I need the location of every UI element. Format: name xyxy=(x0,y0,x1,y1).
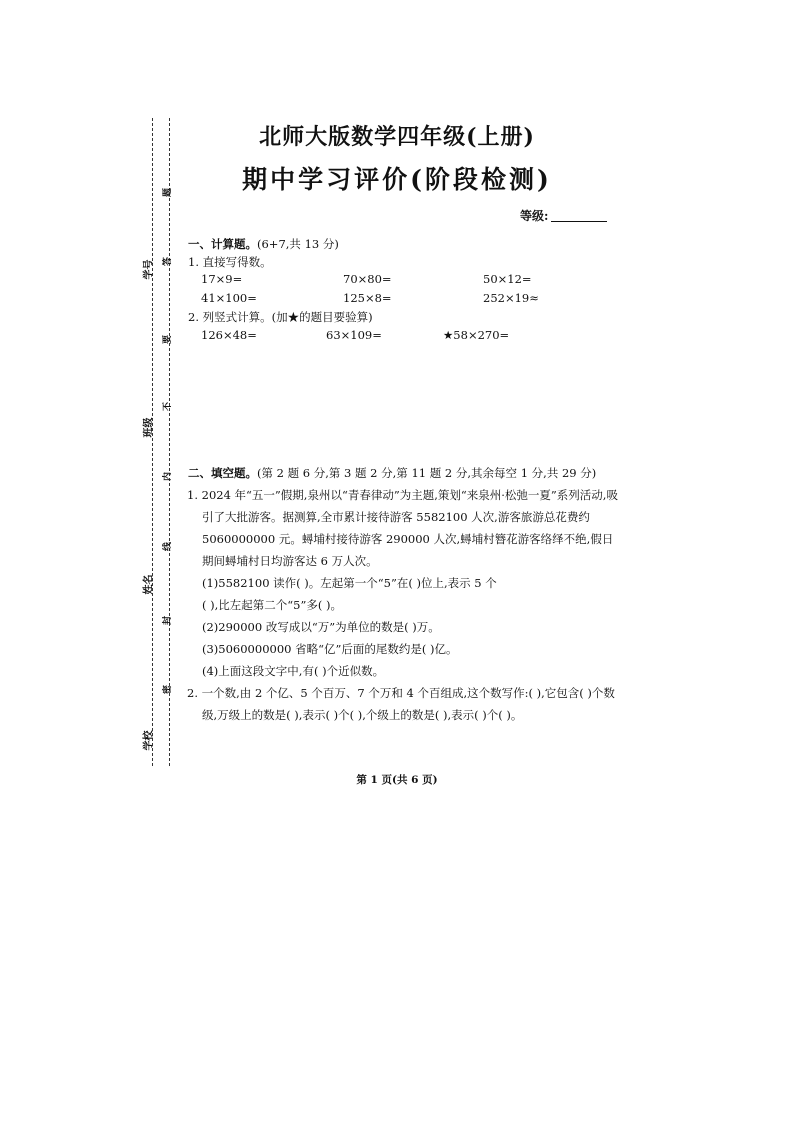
grade-blank[interactable] xyxy=(551,221,607,222)
student-name-label: 姓名 xyxy=(143,574,155,595)
calc-item: 50×12= xyxy=(483,272,532,286)
section2-heading xyxy=(188,465,596,481)
q2-label: 2. 列竖式计算。(加★的题目要验算) xyxy=(188,310,373,324)
seal-char-5: 内 xyxy=(163,471,174,482)
calc-item: 252×19≈ xyxy=(483,291,539,305)
fill-q1-sub4: (4)上面这段文字中,有( )个近似数。 xyxy=(202,664,385,678)
section1-title: 一、计算题。 xyxy=(188,237,257,251)
section1-heading xyxy=(188,236,339,252)
fill-q1 xyxy=(187,484,619,726)
section2-title: 二、填空题。 xyxy=(188,466,257,480)
fill-q1-sub1-a: (1)5582100 读作( )。左起第一个“5”在( )位上,表示 5 个 xyxy=(202,576,497,590)
vertical-calc-item: ★58×270= xyxy=(443,328,510,342)
seal-char-6: 线 xyxy=(163,541,174,552)
fill-q1-intro: 1. 2024 年“五一”假期,泉州以“青春律动”为主题,策划“来泉州·松弛一夏”系列活动,吸引了大批游客。据测算,全市累计接待游客 5582100 人次,游客旅游总花费约 5060000000 元。蟳埔村接待游客 290000 人次,蟳埔村簪花游客络绎不绝,假日期间蟳埔村日均游客达 6 万人次。 xyxy=(187,488,618,568)
fill-q2: 2. 一个数,由 2 个亿、5 个百万、7 个万和 4 个百组成,这个数写作:( ),它包含( )个数级,万级上的数是( ),表示( )个( ),个级上的数是( ),表示( )个( )。 xyxy=(187,686,615,722)
fill-q1-sub3: (3)5060000000 省略“亿”后面的尾数约是( )亿。 xyxy=(202,642,458,656)
margin-dashed-line-left xyxy=(152,118,153,766)
calc-item: 41×100= xyxy=(201,291,257,305)
fill-q1-sub2: (2)290000 改写成以“万”为单位的数是( )万。 xyxy=(202,620,440,634)
class-label: 班级 xyxy=(143,417,155,438)
calc-item: 17×9= xyxy=(201,272,243,286)
student-id-label: 学号 xyxy=(143,259,155,280)
seal-char-1: 题 xyxy=(163,187,174,198)
seal-char-2: 答 xyxy=(163,256,174,267)
vertical-calc-item: 63×109= xyxy=(326,328,382,342)
seal-char-7: 封 xyxy=(163,615,174,626)
grade-field xyxy=(520,207,607,224)
vertical-calc-item: 126×48= xyxy=(201,328,257,342)
q1-label: 1. 直接写得数。 xyxy=(188,255,272,269)
seal-char-4: 不 xyxy=(163,401,174,412)
section1-score-note: (6+7,共 13 分) xyxy=(257,237,339,251)
exam-title: 北师大版数学四年级(上册) xyxy=(259,124,535,150)
section2-score-note: (第 2 题 6 分,第 3 题 2 分,第 11 题 2 分,其余每空 1 分,共 29 分) xyxy=(257,466,597,480)
grade-label: 等级: xyxy=(520,209,549,223)
seal-char-3: 要 xyxy=(163,334,174,345)
seal-char-8: 密 xyxy=(163,684,174,695)
exam-subtitle: 期中学习评价(阶段检测) xyxy=(242,165,552,194)
calc-item: 70×80= xyxy=(343,272,392,286)
calc-item: 125×8= xyxy=(343,291,392,305)
margin-dashed-line-right xyxy=(169,118,170,766)
school-label: 学校 xyxy=(143,730,155,751)
page-number: 第 1 页(共 6 页) xyxy=(356,774,438,786)
fill-q1-sub1-b: ( ),比左起第二个“5”多( )。 xyxy=(202,598,342,612)
